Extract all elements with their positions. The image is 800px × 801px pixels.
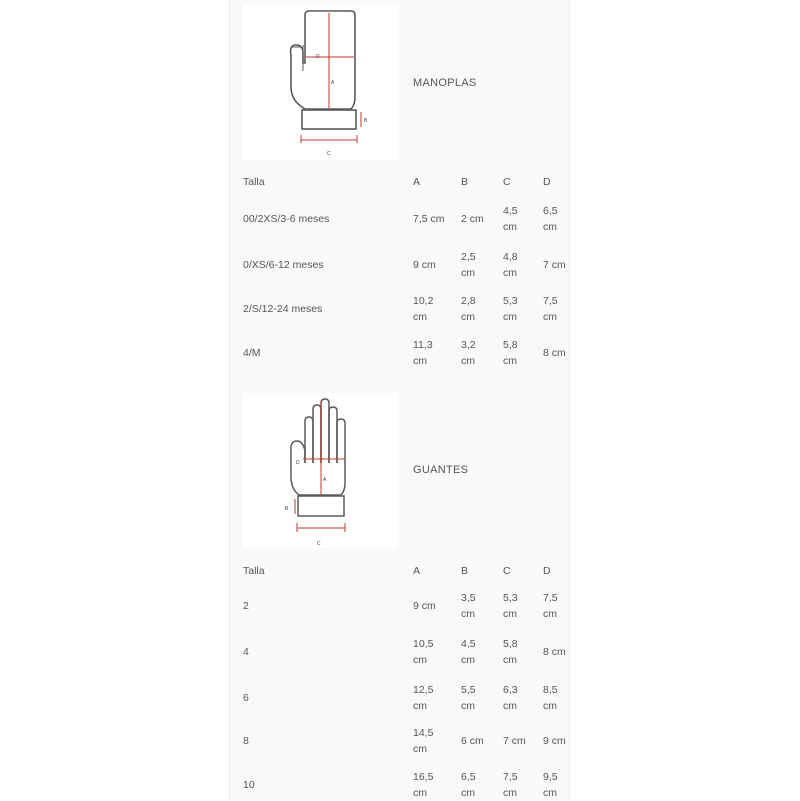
label-b: B <box>364 118 368 124</box>
cell-c: 4,5 cm <box>503 205 518 233</box>
label-d: D <box>296 460 300 466</box>
label-c: C <box>317 541 321 547</box>
header-talla: Talla <box>243 176 265 188</box>
cell-b: 2,8 cm <box>461 295 476 323</box>
cell-a: 11,3 cm <box>413 339 433 367</box>
header-c: C <box>503 565 511 577</box>
cell-c: 7,5 cm <box>503 771 518 799</box>
right-divider <box>569 0 570 800</box>
cell-a: 12,5 cm <box>413 684 434 712</box>
cell-c: 5,8 cm <box>503 638 518 666</box>
label-a: A <box>323 477 327 483</box>
mitten-diagram <box>243 5 398 160</box>
cell-b: 4,5 cm <box>461 638 476 666</box>
mitten-outline-icon <box>243 5 398 160</box>
cell-talla: 2/S/12-24 meses <box>243 303 323 315</box>
header-d: D <box>543 176 551 188</box>
cell-d: 8 cm <box>543 347 566 359</box>
cell-b: 6,5 cm <box>461 771 476 799</box>
cell-c: 5,8 cm <box>503 339 518 367</box>
cell-d: 8,5 cm <box>543 684 558 712</box>
header-c: C <box>503 176 511 188</box>
cell-d: 7,5 cm <box>543 592 558 620</box>
glove-diagram <box>243 393 398 548</box>
cell-talla: 0/XS/6-12 meses <box>243 259 324 271</box>
cell-talla: 4 <box>243 646 249 658</box>
cell-c: 5,3 cm <box>503 592 518 620</box>
cell-a: 9 cm <box>413 600 436 612</box>
cell-a: 10,5 cm <box>413 638 434 666</box>
cell-c: 7 cm <box>503 735 526 747</box>
header-b: B <box>461 565 469 577</box>
header-b: B <box>461 176 469 188</box>
cell-d: 7,5 cm <box>543 295 558 323</box>
cell-d: 9,5 cm <box>543 771 558 799</box>
cell-a: 7,5 cm <box>413 213 445 225</box>
section-title-guantes: GUANTES <box>413 464 469 476</box>
header-d: D <box>543 565 551 577</box>
cell-b: 3,2 cm <box>461 339 476 367</box>
cell-talla: 8 <box>243 735 249 747</box>
cell-talla: 6 <box>243 692 249 704</box>
cell-talla: 00/2XS/3-6 meses <box>243 213 330 225</box>
header-a: A <box>413 176 421 188</box>
cell-a: 16,5 cm <box>413 771 434 799</box>
label-c: C <box>327 151 331 157</box>
cell-talla: 2 <box>243 600 249 612</box>
label-a: A <box>331 80 335 86</box>
cell-a: 14,5 cm <box>413 727 434 755</box>
cell-talla: 4/M <box>243 347 261 359</box>
glove-outline-icon <box>243 393 398 548</box>
size-guide-content <box>230 0 570 800</box>
cell-c: 5,3 cm <box>503 295 518 323</box>
cell-a: 9 cm <box>413 259 436 271</box>
cell-d: 8 cm <box>543 646 566 658</box>
cell-d: 9 cm <box>543 735 566 747</box>
label-d: D <box>316 54 320 60</box>
label-b: B <box>285 506 289 512</box>
cell-b: 6 cm <box>461 735 484 747</box>
cell-a: 10,2 cm <box>413 295 434 323</box>
header-talla: Talla <box>243 565 265 577</box>
cell-d: 6,5 cm <box>543 205 558 233</box>
cell-b: 3,5 cm <box>461 592 476 620</box>
section-title-manoplas: MANOPLAS <box>413 77 477 89</box>
header-a: A <box>413 565 421 577</box>
cell-b: 5,5 cm <box>461 684 476 712</box>
cell-b: 2,5 cm <box>461 251 476 279</box>
cell-b: 2 cm <box>461 213 484 225</box>
left-gutter <box>0 0 229 800</box>
cell-talla: 10 <box>243 779 255 791</box>
cell-c: 6,3 cm <box>503 684 518 712</box>
cell-d: 7 cm <box>543 259 566 271</box>
cell-c: 4,8 cm <box>503 251 518 279</box>
